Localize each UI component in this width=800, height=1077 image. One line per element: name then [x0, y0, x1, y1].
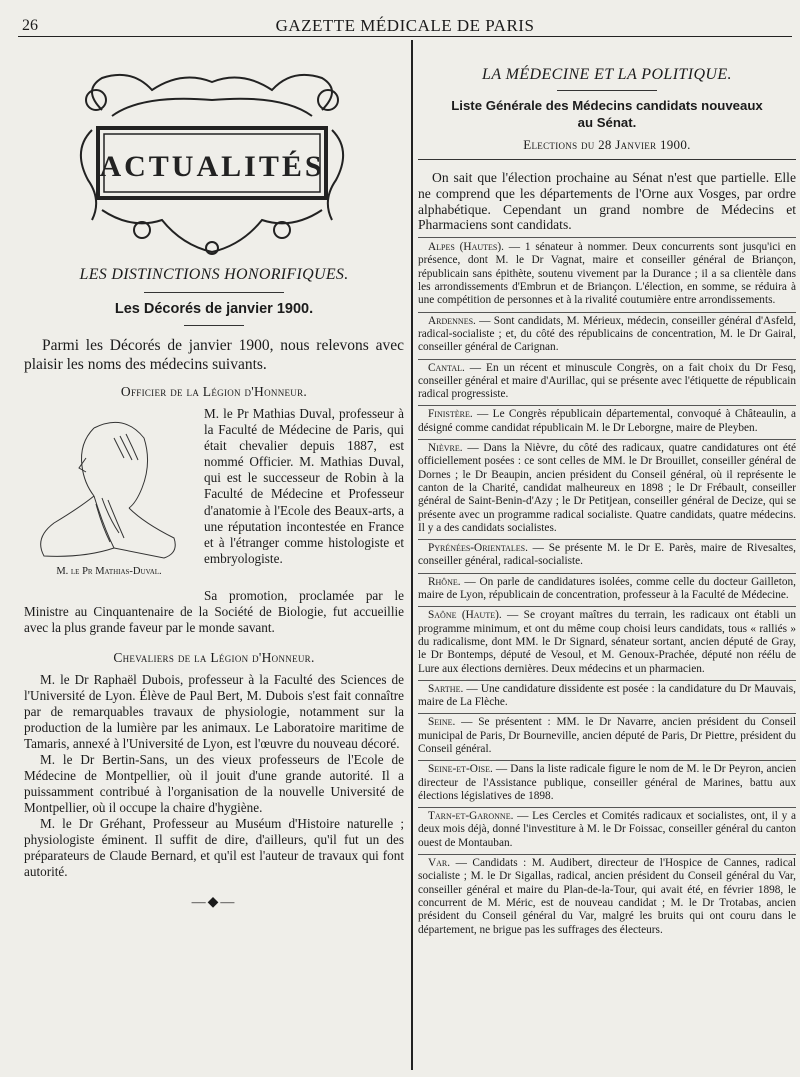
department-list: [418, 241, 796, 941]
paragraph-grehant: M. le Dr Gréhant, Professeur au Muséum d'Histoire naturelle ; physiologiste éminent. Il suffit de dire, d'ailleurs, qu'il fut un des préparateurs de Claude Bernard, et qu'il est l'auteur de travaux qui font autorité.: [24, 816, 404, 879]
department-text: — Se croyant maîtres du terrain, les radicaux ont établi un programme minimum, et ont du même coup choisi leurs candidats, tous « ralliés » du radicalisme, dont MM. le Dr Signard, sénateur sortant, ancien député de Gray, le Dr Bontemps, député de Vesoul, et M. Genoux-Prachée, député non réélu de Lure aux élections dernières. Deux médecins et un pharmacien.: [418, 609, 796, 675]
department-text: — Se présentent : MM. le Dr Navarre, ancien président du Conseil municipal de Paris, Dr Bourneville, ancien député de Paris, Dr Piettre, président du Conseil général.: [418, 716, 796, 755]
department-text: — Les Cercles et Comités radicaux et socialistes, ont, il y a deux mois déjà, donné l'investiture à M. le Dr Foissac, conseiller général du canton ouest de Montauban.: [418, 810, 796, 849]
department-name: Nièvre.: [428, 442, 463, 455]
officier-heading: Officier de la Légion d'Honneur.: [120, 384, 308, 399]
department-text: — On parle de candidatures isolées, comme celle du docteur Gailleton, maire de Lyon, républicain de concentration, professeur à la Faculté de Médecine.: [418, 575, 796, 602]
department-entry: [418, 683, 796, 715]
masthead: GAZETTE MÉDICALE DE PARIS: [275, 16, 535, 35]
department-text: — Le Congrès républicain départemental, convoqué à Châteaulin, a désigné comme candidat républicain M. le Dr Leborgne, maire de Pleyben.: [418, 408, 796, 434]
divider: [557, 90, 657, 91]
department-text: — Se présente M. le Dr E. Parès, maire de Rivesaltes, conseiller général, radical-socialiste.: [418, 542, 796, 568]
headline-line-1: Liste Générale des Médecins candidats nouveaux: [451, 98, 763, 113]
left-column: [24, 40, 404, 1070]
department-text: — Candidats : M. Audibert, directeur de l'Hospice de Cannes, radical socialiste ; M. le Dr Sigallas, radical, ancien président du Conseil général du Var, conseiller général et maire du Plan-de-la-Tour, qui avait été, en février 1898, le concurrent de M. Méric, est de nouveau candidat ; M. le Dr Trotabas, ancien président du Conseil général du Var, malgré les bruits qui ont couru dans le département, ne brigue pas les suffrages des électeurs.: [418, 857, 796, 936]
divider: [418, 159, 796, 160]
department-name: Saône (Haute).: [428, 609, 502, 622]
department-name: Tarn-et-Garonne.: [428, 810, 514, 823]
duval-block: [24, 406, 404, 592]
department-name: Pyrénées-Orientales.: [428, 542, 528, 555]
department-text: — 1 sénateur à nommer. Deux concurrents sont jusqu'ici en présence, dont M. le Dr Vagnat, maire et conseiller général de Briançon, républicain sans épithète, soutenu vivement par la Durance ; il a sa clientèle dans les arrondissements d'Embrun et de Briançon. L'élection, en somme, se réduira à une compétition de personnes et à la rivalité coutumière entre arrondissements.: [418, 241, 796, 307]
department-entry: [418, 716, 796, 761]
department-name: Cantal.: [428, 361, 465, 374]
department-entry: [418, 315, 796, 360]
duval-paragraph: M. le Pr Mathias Duval, professeur à la Faculté de Médecine de Paris, qui était chevalier depuis 1887, est nommé Officier. M. Mathias Duval, qui est le successeur de Robin à la Faculté de Médecine et Professeur d'anatomie à l'Ecole des Beaux-arts, a une réputation incontestée en France et à l'étranger comme histologiste et embryologiste.: [204, 406, 404, 566]
department-name: Seine-et-Oise.: [428, 763, 493, 776]
page-header: [18, 14, 792, 37]
ornament-frame-icon: [72, 70, 352, 260]
department-entry: [418, 763, 796, 808]
portrait-duval-icon: [24, 408, 184, 560]
department-name: Finistère.: [428, 408, 473, 421]
chevaliers-heading: Chevaliers de la Légion d'Honneur.: [113, 650, 315, 665]
department-entry: [418, 857, 796, 941]
section-title-politique: LA MÉDECINE ET LA POLITIQUE.: [482, 66, 732, 83]
divider: [184, 325, 244, 326]
headline-line-2: au Sénat.: [577, 115, 637, 130]
department-name: Rhône.: [428, 575, 461, 588]
department-entry: [418, 810, 796, 855]
department-text: — Sont candidats, M. Mérieux, médecin, conseiller général d'Asfeld, radical-socialiste ; et, du côté des républicains de concentration, M. le Dr Gairal, conseiller général de Carignan.: [418, 314, 796, 354]
department-name: Alpes (Hautes).: [428, 241, 504, 254]
duval-after-paragraph: Sa promotion, proclamée par le Ministre au Cinquantenaire de la Société de Biologie, fut accueillie avec la plus grande faveur par le monde savant.: [24, 588, 404, 635]
department-name: Var.: [428, 857, 451, 870]
right-column: [418, 40, 796, 1070]
department-entry: [418, 408, 796, 440]
department-text: — Dans la liste radicale figure le nom de M. le Dr Peyron, ancien directeur de l'Assistance publique, conseiller général de Marines, battu aux élections législatives de 1898.: [418, 763, 796, 802]
end-ornament-icon: —◆—: [191, 895, 237, 910]
lead-paragraph: Parmi les Décorés de janvier 1900, nous relevons avec plaisir les noms des médecins suivants.: [24, 337, 404, 373]
department-name: Ardennes.: [428, 314, 476, 327]
elections-subtitle: Elections du 28 Janvier 1900.: [523, 137, 691, 152]
page-number: 26: [22, 17, 38, 34]
department-entry: [418, 241, 796, 312]
divider: [144, 292, 284, 293]
paragraph-dubois: M. le Dr Raphaël Dubois, professeur à la Faculté des Sciences de l'Université de Lyon. Élève de Paul Bert, M. Dubois s'est fait connaître par de remarquables travaux de physiologie, notamment sur la production de la lumière par les animaux. Le Laboratoire maritime de Tamaris, annexé à l'Université de Lyon, est l'œuvre du nouveau décoré.: [24, 672, 404, 751]
department-text: — En un récent et minuscule Congrès, on a fait choix du Dr Fesq, conseiller général et maire d'Aurillac, qui se présente avec l'étiquette de républicain radical progressiste.: [418, 361, 796, 401]
banner-text: ACTUALITÉS: [99, 150, 325, 183]
department-entry: [418, 609, 796, 680]
department-entry: [418, 442, 796, 540]
section-title-distinctions: LES DISTINCTIONS HONORIFIQUES.: [79, 266, 349, 283]
department-name: Seine.: [428, 716, 456, 729]
department-entry: [418, 362, 796, 407]
divider: [418, 237, 796, 238]
article-title-decores: Les Décorés de janvier 1900.: [114, 301, 314, 317]
actualites-ornament: [24, 40, 404, 262]
column-divider: [411, 40, 413, 1070]
department-text: — Une candidature dissidente est posée : la candidature du Dr Mauvais, maire de La Flèche.: [418, 682, 796, 709]
intro-paragraph: On sait que l'élection prochaine au Sénat n'est que partielle. Elle ne comprend que les départements de l'Orne aux Vosges, par ordre alphabétique. Cependant un grand nombre de Médecins et Pharmaciens sont candidats.: [418, 170, 796, 233]
department-name: Sarthe.: [428, 682, 464, 695]
paragraph-bertin-sans: M. le Dr Bertin-Sans, un des vieux professeurs de l'Ecole de Médecine de Montpellier, où il jouit d'une grande autorité. Il a puissamment contribué à l'organisation de la nouvelle Université de Montpellier, où il occupe la chaire d'hygiène.: [24, 752, 404, 815]
department-entry: [418, 542, 796, 574]
department-text: — Dans la Nièvre, du côté des radicaux, quatre candidatures ont été officiellement posées : ce sont celles de MM. le Dr Brouillet, conseiller général de Dornes ; le Dr Beaupin, ancien président du Conseil général, où il représente le canton de la Charité, candidat malheureux en 1898 ; le Dr Frébault, conseiller général de Saint-Benin-d'Azy ; le Dr Petitjean, conseiller général de Decize, qui se présente avec un programme radical socialiste. Quatre candidats, quatre médecins. Il y a des candidats socialistes.: [418, 442, 796, 534]
department-entry: [418, 576, 796, 608]
portrait-caption: M. le Pr Mathias-Duval.: [56, 566, 162, 577]
